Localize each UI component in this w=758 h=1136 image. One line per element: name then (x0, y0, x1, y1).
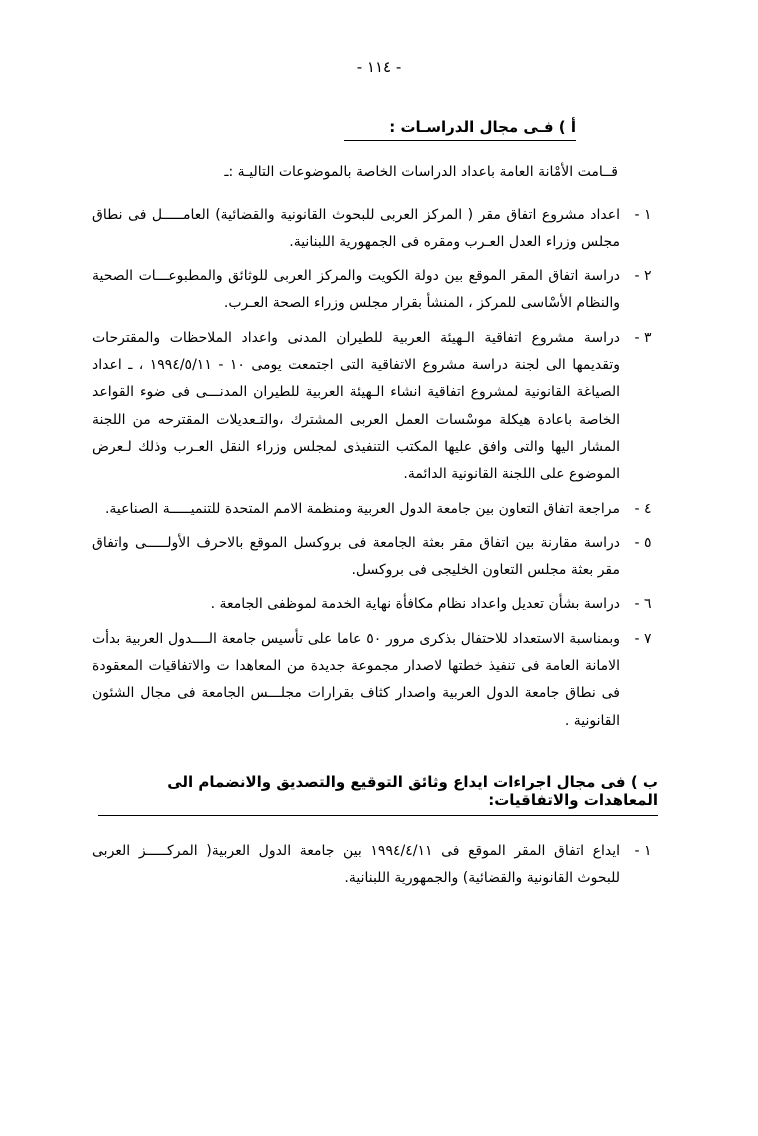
section-a (92, 110, 666, 735)
list-item (92, 202, 666, 257)
list-item-text: دراسة اتفاق المقر الموقع بين دولة الكويت والمركز العربى للوثائق والمطبوعـــات الصحية والنظام الأسْاسى للمركز ، المنشأ بقرار مجلس وزراء الصحة العـرب. (92, 268, 620, 312)
list-item-marker: ١ - (634, 842, 652, 859)
list-item-marker: ٣ - (634, 329, 652, 346)
list-item-marker: ٧ - (634, 630, 652, 647)
list-item-text: دراسة مشروع اتفاقية الـهيئة العربية للطيران المدنى واعداد الملاحظات والمقترحات وتقديمها الى لجنة دراسة مشروع الاتفاقية التى اجتمعت يومى ١٠ - ١٩٩٤/٥/١١ ، ـ اعداد الصياغة القانونية لمشروع اتفاقية انشاء الـهيئة العربية للطيران المدنـــى فى ضوء القواعد الخاصة باعادة هيكلة موسْسات العمل العربى المشترك ،والتـعديلات المقترحه من اللجنة المشار اليها والتى وافق عليها المكتب التنفيذى لمجلس وزراء النقل العـرب وذلك لـعرض الموضوع على اللجنة القانونية الدائمة. (92, 329, 621, 483)
list-item (92, 496, 666, 523)
section-a-intro: قــامت الأمْانة العامة باعداد الدراسات الخاصة بالموضوعات التاليـة :ـ (224, 164, 618, 180)
section-b-heading-underline (98, 815, 658, 816)
section-b-heading: ب ) فى مجال اجراءات ايداع وثائق التوقيع والتصديق والانضمام الى المعاهدات والاتفاقيات: (167, 772, 658, 809)
section-b (92, 765, 666, 893)
page-number: - ١١٤ - (356, 58, 402, 76)
section-a-heading: أ ) فـى مجال الدراسـات : (389, 118, 576, 136)
list-item-text: وبمناسبة الاستعداد للاحتفال بذكرى مرور ٥٠ عاما على تأسيس جامعة الــــدول العربية بدأت الامانة العامة فى تنفيذ خطتها لاصدار مجموعة جديدة من المعاهدا ت والاتفاقيات المعقودة فى نطاق جامعة الدول العربية واصدار كثاف بقرارات مجلـــس الجامعة فى مجال الشئون القانونية . (92, 630, 620, 729)
page-content (0, 110, 758, 893)
section-a-heading-row (92, 110, 666, 140)
list-item (92, 263, 666, 318)
list-item-text: دراسة مقارنة بين اتفاق مقر بعثة الجامعة فى بروكسل الموقع بالاحرف الأولـــــى واتفاق مقر بعثة مجلس التعاون الخليجى فى بروكسل. (92, 534, 620, 579)
section-b-heading-row (92, 765, 666, 813)
list-item-text: ايداع اتفاق المقر الموقع فى ١٩٩٤/٤/١١ بين جامعة الدول العربية( المركـــــز العربى للبحوث القانونية والقضائية) والجمهورية اللبنانية. (92, 842, 620, 887)
list-item (92, 530, 666, 585)
list-item (92, 591, 666, 618)
list-item (92, 626, 666, 735)
list-item-text: اعداد مشروع اتفاق مقر ( المركز العربى للبحوث القانونية والقضائية) العامـــــل فى نطاق مجلس وزراء العدل العـرب ومقره فى الجمهورية اللبنانية. (92, 206, 620, 250)
document-page (0, 58, 758, 1136)
list-item-marker: ٢ - (634, 268, 652, 285)
list-item-text: دراسة بشأن تعديل واعداد نظام مكافأة نهاية الخدمة لموظفى الجامعة . (210, 596, 620, 613)
list-item-marker: ١ - (634, 206, 652, 223)
list-item (92, 838, 666, 893)
list-item-text: مراجعة اتفاق التعاون بين جامعة الدول العربية ومنظمة الامم المتحدة للتنميـــــة الصناعية. (104, 500, 620, 517)
list-item-marker: ٤ - (634, 500, 652, 517)
list-item (92, 325, 666, 489)
section-a-heading-underline (344, 140, 576, 141)
list-item-marker: ٦ - (634, 596, 652, 613)
list-item-marker: ٥ - (634, 534, 652, 551)
